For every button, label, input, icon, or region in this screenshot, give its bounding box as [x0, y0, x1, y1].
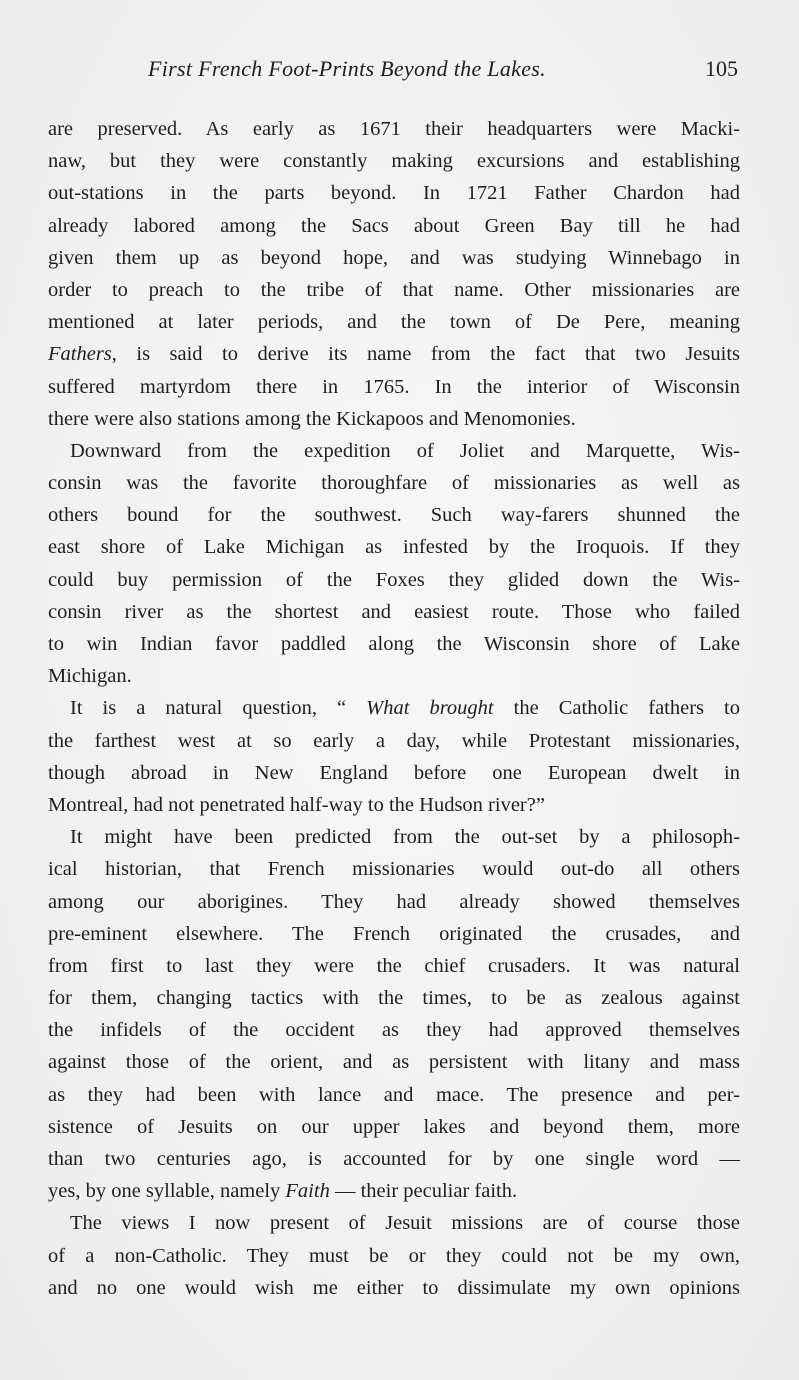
text-line — [48, 950, 740, 982]
text-line — [48, 596, 740, 628]
text-line — [48, 371, 740, 403]
text-segment: are preserved. As early as 1671 their headquarters were Macki- — [48, 118, 740, 140]
text-segment: among our aborigines. They had already showed themselves — [48, 890, 740, 913]
page-header — [48, 56, 740, 86]
text-line — [48, 1207, 740, 1239]
text-line — [48, 789, 740, 821]
text-segment: yes, by one syllable, namely — [48, 1180, 286, 1203]
text-segment: suffered martyrdom there in 1765. In the interior of Wisconsin — [48, 375, 740, 398]
text-segment: sistence of Jesuits on our upper lakes and beyond them, more — [48, 1115, 740, 1138]
text-segment: pre-eminent elsewhere. The French originated the crusades, and — [48, 922, 740, 945]
text-segment: as they had been with lance and mace. The presence and per- — [48, 1083, 740, 1106]
text-segment: the infidels of the occident as they had approved themselves — [48, 1019, 740, 1042]
text-line — [48, 1175, 740, 1207]
text-line — [48, 338, 740, 370]
text-line — [48, 564, 740, 596]
text-line — [48, 531, 740, 563]
running-title: First French Foot-Prints Beyond the Lakes. — [148, 56, 546, 81]
text-segment: than two centuries ago, is accounted for by one single word — — [48, 1148, 740, 1170]
text-segment: the Catholic fathers to — [493, 697, 741, 720]
italic-text: What brought — [366, 697, 494, 720]
text-segment: of a non-Catholic. They must be or they could not be my own, — [48, 1244, 740, 1267]
text-line — [48, 1014, 740, 1046]
text-segment: for them, changing tactics with the times, to be as zealous against — [48, 987, 740, 1010]
text-line — [48, 499, 740, 531]
text-segment: , is said to derive its name from the fact that two Jesuits — [111, 343, 740, 366]
text-line — [48, 467, 740, 499]
text-line — [48, 1046, 740, 1078]
text-segment: the farthest west at so early a day, while Protestant missionaries, — [48, 729, 740, 752]
text-line — [48, 306, 740, 338]
text-line — [48, 242, 740, 274]
text-line — [48, 145, 740, 177]
text-line — [48, 692, 740, 724]
text-segment: and no one would wish me either to dissimulate my own opinions — [48, 1276, 740, 1299]
text-line — [48, 982, 740, 1014]
text-segment: out-stations in the parts beyond. In 1721 Father Chardon had — [48, 182, 740, 205]
text-segment: naw, but they were constantly making excursions and establishing — [48, 150, 740, 173]
text-line — [48, 177, 740, 209]
text-line — [48, 113, 740, 145]
italic-text: Faith — [285, 1180, 330, 1203]
text-segment: The views I now present of Jesuit missions are of course those — [70, 1212, 740, 1235]
text-segment: Montreal, had not penetrated half-way to the Hudson river?” — [48, 793, 545, 816]
text-segment: from first to last they were the chief crusaders. It was natural — [48, 954, 740, 977]
text-segment: ical historian, that French missionaries would out-do all others — [48, 858, 740, 881]
text-segment: Downward from the expedition of Joliet and Marquette, Wis- — [70, 439, 740, 462]
text-line — [48, 918, 740, 950]
text-line — [48, 1111, 740, 1143]
text-segment: to win Indian favor paddled along the Wisconsin shore of Lake — [48, 633, 740, 655]
text-line — [48, 1240, 740, 1272]
text-line — [48, 274, 740, 306]
text-line — [48, 660, 740, 692]
page-number: 105 — [705, 56, 738, 81]
text-segment: order to preach to the tribe of that name. Other missionaries are — [48, 278, 740, 301]
text-segment: though abroad in New England before one European dwelt in — [48, 761, 740, 784]
text-line — [48, 403, 740, 435]
text-line — [48, 1272, 740, 1304]
text-line — [48, 886, 740, 918]
body-text — [48, 113, 740, 1304]
text-segment: others bound for the southwest. Such way-farers shunned the — [48, 504, 740, 527]
text-segment: mentioned at later periods, and the town of De Pere, meaning — [48, 311, 740, 334]
text-segment: It is a natural question, “ — [70, 697, 367, 720]
text-segment: It might have been predicted from the out-set by a philosoph- — [70, 826, 740, 849]
text-segment: given them up as beyond hope, and was studying Winnebago in — [48, 246, 740, 269]
text-segment: could buy permission of the Foxes they glided down the Wis- — [48, 568, 740, 591]
text-line — [48, 821, 740, 853]
text-segment: against those of the orient, and as persistent with litany and mass — [48, 1051, 740, 1074]
text-line — [48, 1079, 740, 1111]
text-line — [48, 628, 740, 660]
text-segment: — their peculiar faith. — [329, 1180, 518, 1203]
text-line — [48, 1143, 740, 1175]
italic-text: Fathers — [48, 343, 112, 366]
text-line — [48, 435, 740, 467]
text-line — [48, 757, 740, 789]
text-line — [48, 210, 740, 242]
text-line — [48, 853, 740, 885]
text-segment: Michigan. — [48, 665, 132, 688]
text-segment: east shore of Lake Michigan as infested by the Iroquois. If they — [48, 536, 740, 559]
text-line — [48, 725, 740, 757]
text-segment: already labored among the Sacs about Green Bay till he had — [48, 214, 740, 237]
text-segment: there were also stations among the Kickapoos and Menomonies. — [48, 407, 576, 430]
text-segment: consin river as the shortest and easiest route. Those who failed — [48, 600, 740, 623]
text-segment: consin was the favorite thoroughfare of missionaries as well as — [48, 472, 740, 495]
